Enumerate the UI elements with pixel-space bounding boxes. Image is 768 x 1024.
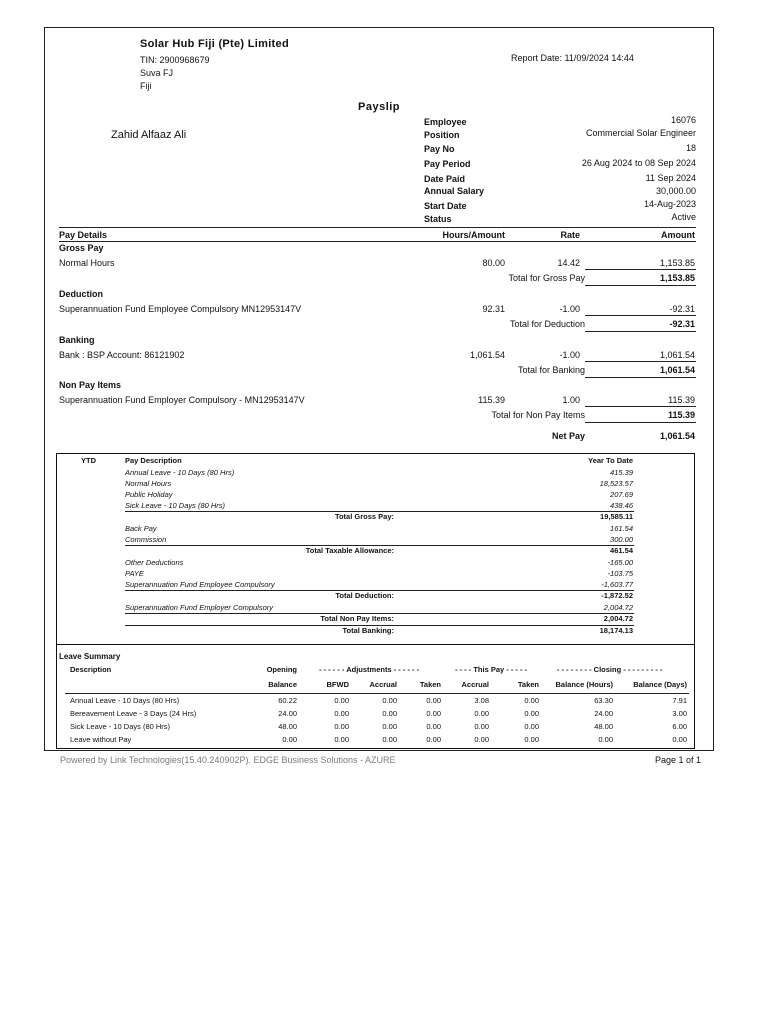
amount-header: Amount	[661, 230, 695, 240]
section-line-hours: 115.39	[478, 395, 505, 405]
leave-closing-header: - - - - - - - - Closing - - - - - - - - -	[557, 665, 663, 674]
ytd-row-value: 207.69	[610, 490, 633, 500]
ytd-total-value: 2,004.72	[603, 614, 633, 624]
ytd-total-label: Total Deduction:	[335, 591, 394, 601]
info-value: 14-Aug-2023	[643, 199, 696, 209]
leave-row-bfwd: 0.00	[334, 696, 349, 705]
info-label: Annual Salary	[424, 186, 485, 196]
info-value: 30,000.00	[655, 186, 696, 196]
rate-header: Rate	[560, 230, 580, 240]
leave-row-taken2: 0.00	[524, 722, 539, 731]
leave-row-opening: 48.00	[278, 722, 297, 731]
section-total-value: 1,153.85	[659, 273, 695, 283]
info-value: 26 Aug 2024 to 08 Sep 2024	[581, 158, 696, 168]
leave-row-taken2: 0.00	[524, 709, 539, 718]
leave-summary-title: Leave Summary	[59, 652, 121, 661]
divider	[585, 422, 696, 423]
info-value: Active	[671, 212, 696, 222]
leave-row-bfwd: 0.00	[334, 735, 349, 744]
ytd-total-label: Total Non Pay Items:	[320, 614, 394, 624]
divider	[585, 269, 696, 270]
leave-row-taken: 0.00	[426, 722, 441, 731]
leave-row-accrual2: 0.00	[474, 709, 489, 718]
leave-row-accrual: 0.00	[382, 722, 397, 731]
leave-row-taken: 0.00	[426, 709, 441, 718]
divider	[585, 406, 696, 407]
leave-row-hours: 0.00	[598, 735, 613, 744]
section-total-value: 115.39	[667, 410, 695, 420]
net-pay-label: Net Pay	[551, 431, 585, 441]
leave-row-opening: 0.00	[282, 735, 297, 744]
info-value: Commercial Solar Engineer	[585, 128, 696, 138]
report-date: Report Date: 11/09/2024 14:44	[511, 53, 634, 63]
ytd-row-value: 2,004.72	[603, 603, 633, 612]
leave-row-accrual2: 0.00	[474, 722, 489, 731]
ytd-total-label: Total Taxable Allowance:	[305, 546, 394, 556]
pay-description-header: Pay Description	[125, 456, 182, 465]
payslip-page	[44, 27, 714, 751]
leave-row-desc: Bereavement Leave - 3 Days (24 Hrs)	[70, 709, 197, 718]
ytd-total-label: Total Banking:	[342, 625, 394, 635]
section-title: Deduction	[59, 289, 103, 299]
section-total-value: -92.31	[669, 319, 695, 329]
company-name: Solar Hub Fiji (Pte) Limited	[140, 38, 289, 50]
company-tin: TIN: 2900968679	[140, 55, 210, 65]
section-line-hours: 92.31	[482, 304, 505, 314]
section-title: Gross Pay	[59, 243, 104, 253]
leave-row-accrual2: 0.00	[474, 735, 489, 744]
leave-bfwd-header: BFWD	[326, 680, 349, 689]
pay-details-header: Pay Details	[59, 230, 108, 240]
section-line-desc: Bank : BSP Account: 86121902	[59, 350, 185, 360]
leave-taken2-header: Taken	[517, 680, 539, 689]
section-line-amount: 115.39	[668, 395, 695, 405]
ytd-row-desc: Sick Leave - 10 Days (80 Hrs)	[125, 501, 226, 511]
leave-row-opening: 60.22	[278, 696, 297, 705]
leave-row-taken2: 0.00	[524, 696, 539, 705]
section-line-hours: 1,061.54	[469, 350, 505, 360]
section-line-amount: 1,153.85	[659, 258, 695, 268]
section-line-rate: 1.00	[562, 395, 580, 405]
leave-row-accrual: 0.00	[382, 735, 397, 744]
ytd-row-value: -165.00	[607, 558, 633, 567]
ytd-total-value: 461.54	[610, 546, 633, 556]
ytd-row-value: -103.75	[607, 569, 633, 579]
ytd-total-label: Total Gross Pay:	[334, 512, 394, 522]
leave-row-hours: 48.00	[594, 722, 613, 731]
info-label: Pay Period	[424, 159, 471, 169]
section-title: Non Pay Items	[59, 380, 122, 390]
divider	[585, 377, 696, 378]
divider	[59, 241, 696, 242]
year-to-date-header: Year To Date	[588, 456, 633, 465]
section-line-hours: 80.00	[482, 258, 505, 268]
leave-opening-header: Opening	[266, 665, 297, 674]
section-line-rate: -1.00	[559, 304, 580, 314]
section-total-label: Total for Banking	[517, 365, 585, 375]
leave-row-days: 7.91	[672, 696, 687, 705]
leave-row-taken2: 0.00	[524, 735, 539, 744]
ytd-row-desc: Annual Leave - 10 Days (80 Hrs)	[125, 468, 235, 477]
leave-row-bfwd: 0.00	[334, 722, 349, 731]
section-total-label: Total for Deduction	[509, 319, 585, 329]
company-city: Suva FJ	[140, 68, 174, 78]
footer-page: Page 1 of 1	[655, 755, 702, 765]
leave-row-opening: 24.00	[278, 709, 297, 718]
divider	[57, 644, 694, 645]
ytd-row-desc: PAYE	[125, 569, 144, 579]
leave-row-accrual: 0.00	[382, 696, 397, 705]
ytd-row-desc: Public Holiday	[125, 490, 173, 500]
leave-adjustments-header: - - - - - - Adjustments - - - - - -	[319, 665, 420, 674]
ytd-row-value: 300.00	[610, 535, 633, 545]
ytd-row-desc: Back Pay	[125, 524, 157, 534]
leave-thispay-header: - - - - This Pay - - - - -	[455, 665, 528, 674]
hours-header: Hours/Amount	[442, 230, 505, 240]
ytd-row-desc: Other Deductions	[125, 558, 184, 567]
divider	[585, 361, 696, 362]
info-label: Pay No	[424, 144, 455, 154]
divider	[65, 693, 689, 694]
leave-row-accrual: 0.00	[382, 709, 397, 718]
ytd-row-value: 161.54	[610, 524, 633, 534]
ytd-row-desc: Superannuation Fund Employee Compulsory	[125, 580, 275, 590]
section-total-label: Total for Non Pay Items	[491, 410, 585, 420]
ytd-row-desc: Normal Hours	[125, 479, 172, 489]
info-label: Start Date	[424, 201, 467, 211]
company-country: Fiji	[140, 81, 152, 91]
info-label: Position	[424, 130, 460, 140]
leave-row-desc: Annual Leave - 10 Days (80 Hrs)	[70, 696, 180, 705]
section-line-amount: 1,061.54	[659, 350, 695, 360]
leave-row-hours: 63.30	[594, 696, 613, 705]
leave-accrual-header: Accrual	[369, 680, 397, 689]
net-pay-value: 1,061.54	[659, 431, 695, 441]
ytd-total-value: 19,585.11	[600, 512, 633, 522]
ytd-row-desc: Superannuation Fund Employer Compulsory	[125, 603, 273, 612]
section-total-value: 1,061.54	[659, 365, 695, 375]
section-line-rate: -1.00	[559, 350, 580, 360]
section-line-amount: -92.31	[669, 304, 695, 314]
section-line-rate: 14.42	[557, 258, 580, 268]
footer-powered: Powered by Link Technologies(15.40.240902P). EDGE Business Solutions - AZURE	[60, 755, 396, 765]
ytd-row-value: 415.39	[610, 468, 633, 477]
info-value: 11 Sep 2024	[645, 173, 696, 183]
section-line-desc: Normal Hours	[59, 258, 115, 268]
ytd-box	[56, 453, 695, 749]
info-label: Status	[424, 214, 452, 224]
leave-row-accrual2: 3.08	[474, 696, 489, 705]
leave-taken-header: Taken	[419, 680, 441, 689]
leave-row-days: 3.00	[672, 709, 687, 718]
ytd-row-value: 18,523.57	[599, 479, 633, 489]
info-label: Employee	[424, 117, 467, 127]
divider	[59, 227, 696, 228]
leave-desc-header: Description	[70, 665, 112, 674]
section-line-desc: Superannuation Fund Employee Compulsory MN12953147V	[59, 304, 302, 314]
ytd-total-value: 18,174.13	[599, 625, 633, 635]
leave-row-desc: Sick Leave - 10 Days (80 Hrs)	[70, 722, 171, 731]
leave-accrual2-header: Accrual	[461, 680, 489, 689]
divider	[585, 285, 696, 286]
leave-row-desc: Leave without Pay	[70, 735, 132, 744]
leave-row-days: 0.00	[672, 735, 687, 744]
ytd-row-value: 438.46	[610, 501, 633, 511]
employee-name: Zahid Alfaaz Ali	[111, 129, 187, 141]
ytd-col-header: YTD	[81, 456, 96, 465]
leave-row-hours: 24.00	[594, 709, 613, 718]
leave-baldays-header: Balance (Days)	[633, 680, 687, 689]
section-title: Banking	[59, 335, 95, 345]
info-label: Date Paid	[424, 174, 466, 184]
section-total-label: Total for Gross Pay	[508, 273, 585, 283]
leave-row-bfwd: 0.00	[334, 709, 349, 718]
ytd-total-value: -1,872.52	[601, 591, 633, 601]
ytd-row-desc: Commission	[125, 535, 167, 545]
info-value: 16076	[670, 115, 696, 125]
leave-row-taken: 0.00	[426, 735, 441, 744]
divider	[585, 331, 696, 332]
ytd-row-value: -1,603.77	[601, 580, 633, 590]
leave-row-taken: 0.00	[426, 696, 441, 705]
section-line-desc: Superannuation Fund Employer Compulsory - MN12953147V	[59, 395, 305, 405]
info-value: 18	[685, 143, 696, 153]
page-title: Payslip	[358, 101, 401, 113]
leave-row-days: 6.00	[672, 722, 687, 731]
leave-balance-header: Balance	[268, 680, 297, 689]
divider	[585, 315, 696, 316]
leave-balhours-header: Balance (Hours)	[555, 680, 613, 689]
